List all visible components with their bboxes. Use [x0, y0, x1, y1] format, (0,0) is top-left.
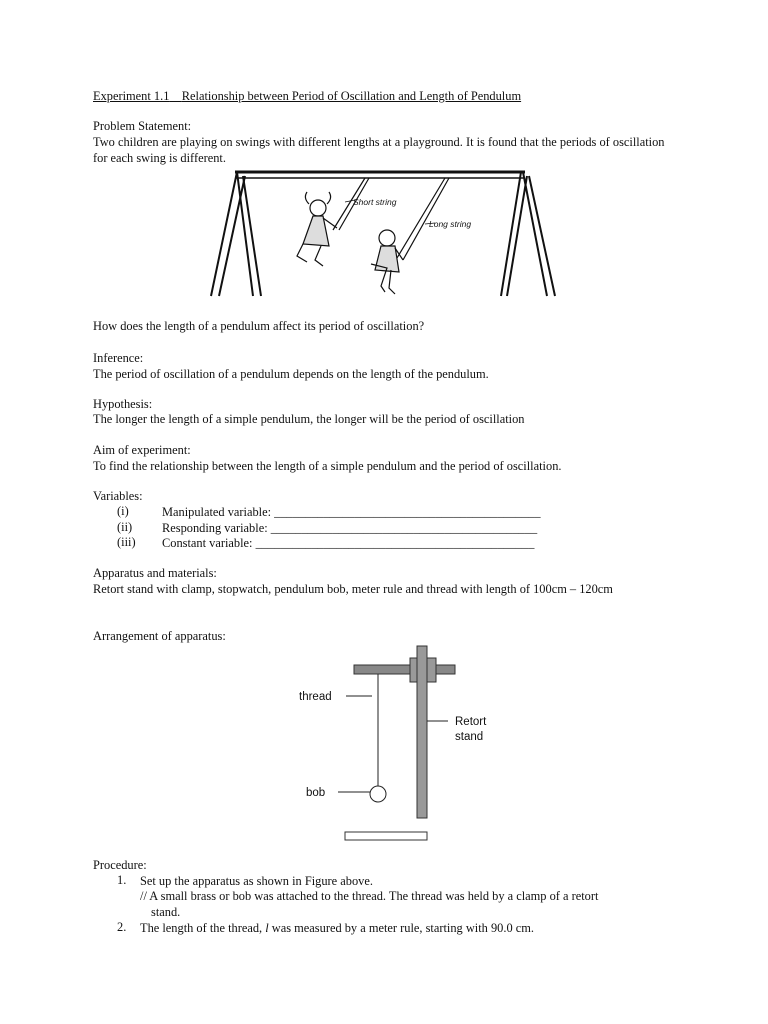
- retort-label: Retort: [455, 716, 487, 728]
- short-string-label: Short string: [353, 197, 397, 207]
- experiment-title: Relationship between Period of Oscillation and Length of Pendulum: [181, 89, 522, 103]
- procedure-step-1-note-cont: stand.: [151, 905, 181, 919]
- inference-text: The period of oscillation of a pendulum depends on the length of the pendulum.: [93, 367, 489, 381]
- problem-question: How does the length of a pendulum affect its period of oscillation?: [93, 319, 425, 333]
- procedure-step-1: Set up the apparatus as shown in Figure above.: [140, 874, 373, 888]
- aim-text: To find the relationship between the length of a simple pendulum and the period of oscillation.: [93, 459, 562, 473]
- child-long-swing: [371, 230, 403, 294]
- apparatus-diagram: [290, 640, 490, 850]
- long-string-label: Long string: [429, 219, 472, 229]
- problem-text: Two children are playing on swings with different lengths at a playground. It is found that the periods of oscillation for each swing is different.: [93, 135, 665, 165]
- procedure-num-2: 2.: [117, 920, 127, 934]
- variable-constant: Constant variable: _____________________________________________: [162, 536, 535, 550]
- hypothesis-text: The longer the length of a simple pendulum, the longer will be the period of oscillation: [93, 412, 525, 426]
- child-short-swing: [297, 192, 337, 266]
- experiment-number: Experiment 1.1: [93, 89, 170, 103]
- variable-num-1: (i): [117, 504, 129, 518]
- inference-label: Inference:: [93, 351, 144, 365]
- length-symbol: l: [265, 921, 269, 935]
- apparatus-text: Retort stand with clamp, stopwatch, pendulum bob, meter rule and thread with length of 100cm – 120cm: [93, 582, 613, 596]
- bob-label: bob: [306, 787, 326, 799]
- stand-label: stand: [455, 731, 484, 743]
- experiment-heading: [93, 88, 521, 104]
- variable-manipulated: Manipulated variable: ___________________________________________: [162, 505, 541, 519]
- variables-label: Variables:: [93, 489, 143, 503]
- problem-label: Problem Statement:: [93, 119, 192, 133]
- variable-num-3: (iii): [117, 535, 136, 549]
- variable-responding: Responding variable: ___________________________________________: [162, 521, 538, 535]
- procedure-num-1: 1.: [117, 873, 127, 887]
- apparatus-label: Apparatus and materials:: [93, 566, 217, 580]
- variable-num-2: (ii): [117, 520, 133, 534]
- procedure-step-1-note: // A small brass or bob was attached to the thread. The thread was held by a clamp of a retort: [140, 889, 599, 903]
- procedure-step-2: The length of the thread, l was measured by a meter rule, starting with 90.0 cm.: [140, 921, 534, 935]
- hypothesis-label: Hypothesis:: [93, 397, 153, 411]
- thread-label: thread: [299, 691, 332, 703]
- aim-label: Aim of experiment:: [93, 443, 191, 457]
- arrangement-label: Arrangement of apparatus:: [93, 629, 226, 643]
- procedure-label: Procedure:: [93, 858, 147, 872]
- swing-illustration: [205, 168, 565, 318]
